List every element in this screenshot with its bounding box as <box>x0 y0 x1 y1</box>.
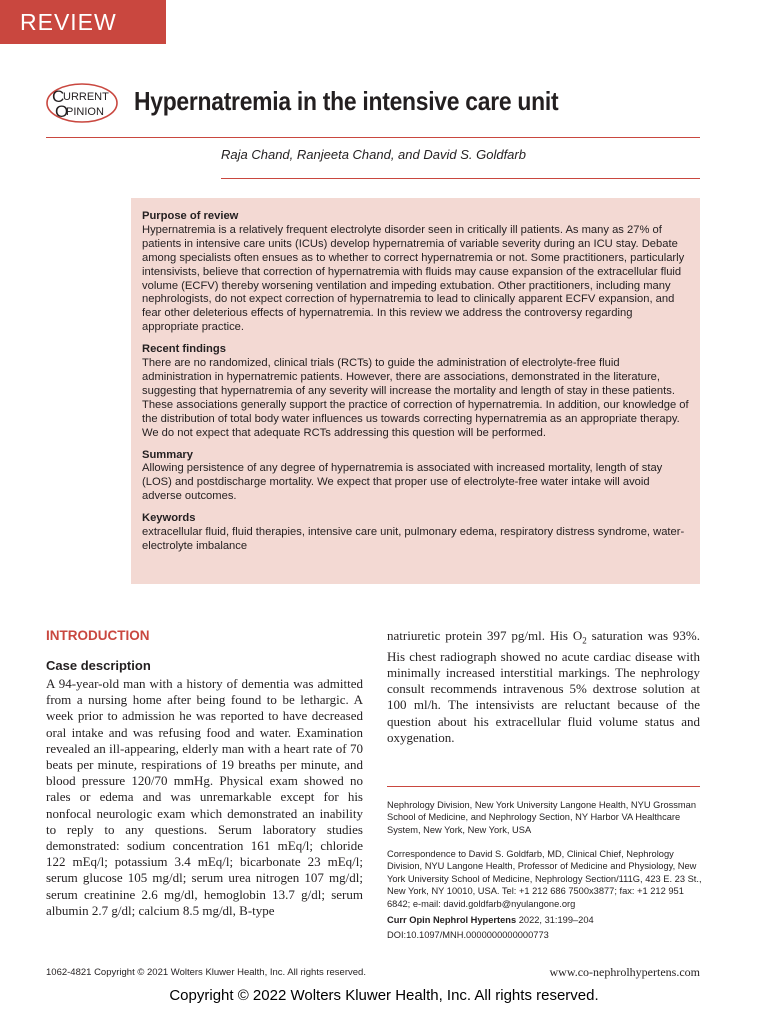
keywords-text: extracellular fluid, fluid therapies, intensive care unit, pulmonary edema, respiratory distress syndrome, water-electrolyte imbalance <box>142 526 685 552</box>
author-list: Raja Chand, Ranjeeta Chand, and David S. Goldfarb <box>221 147 526 162</box>
title-divider <box>46 137 700 138</box>
logo-line-2: PINION <box>66 106 104 118</box>
copyright-banner: Copyright © 2022 Wolters Kluwer Health, Inc. All rights reserved. <box>169 987 599 1004</box>
case-continuation-part-a: natriuretic protein 397 pg/ml. His O <box>387 628 583 643</box>
case-continuation-text <box>387 628 700 746</box>
citation-note <box>387 914 702 926</box>
citation-details: 2022, 31:199–204 <box>516 915 594 925</box>
abstract-box <box>131 198 700 584</box>
keywords-heading: Keywords <box>142 512 196 525</box>
footer-copyright-line: 1062-4821 Copyright © 2021 Wolters Kluwer Health, Inc. All rights reserved. <box>46 967 366 978</box>
findings-text: There are no randomized, clinical trials (RCTs) to guide the administration of electrolyte-free fluid administration in hypernatremic patients. However, there are associations, demonstrated in the literature, suggesting that hypernatremia of any severity will increase the mortality and length of stay in these patients. These associations generally support the practice of correction of hypernatremia. In addition, our knowledge of the distribution of total body water influences us towards correcting hypernatremia as an appropriate therapy. We do not expect that adequate RCTs addressing this question will be performed. <box>142 357 689 439</box>
case-continuation-part-b: saturation was 93%. His chest radiograph showed no acute cardiac disease with minimally increased interstitial markings. The nephrology consult recommends intravenous 5% dextrose solution at 100 ml/h. The intensivists are reluctant because of the question about his extracellular fluid volume status and oxygenation. <box>387 628 700 745</box>
purpose-heading: Purpose of review <box>142 210 239 222</box>
oxygen-subscript: 2 <box>582 635 587 646</box>
correspondence-note: Correspondence to David S. Goldfarb, MD, Clinical Chief, Nephrology Division, NYU Langone Health, Professor of Medicine and Physiology, New York University School of Medicine, Nephrology Section/111G, 423 E. 23 St., New York, NY 10010, USA. Tel: +1 212 686 7500x3877; fax: +1 212 951 6842; e-mail: david.goldfarb@nyulangone.org <box>387 849 702 909</box>
summary-text: Allowing persistence of any degree of hypernatremia is associated with increased mortality, length of stay (LOS) and postdischarge mortality. We expect that proper use of electrolyte-free water intake will avoid adverse outcomes. <box>142 462 663 503</box>
journal-website-link[interactable]: www.co-nephrolhypertens.com <box>549 965 700 979</box>
current-opinion-logo <box>46 83 118 123</box>
findings-heading: Recent findings <box>142 343 226 356</box>
review-label: REVIEW <box>20 8 117 35</box>
case-description-text: A 94-year-old man with a history of dementia was admitted from a nursing home after being found to be lethargic. A week prior to admission he was reported to have decreased oral intake and was refusing food and water. Examination revealed an ill-appearing, elderly man with a heart rate of 70 beats per minute, respirations of 19 breaths per minute, and blood pressure 120/70 mmHg. Physical exam showed no rales or edema and was unremarkable except for his nonfocal neurologic exam which demonstrated an inability to reply to any questions. Serum laboratory studies demonstrated: sodium concentration 161 mEq/l; chloride 122 mEq/l; potassium 3.4 mEq/l; bicarbonate 23 mEq/l; serum glucose 105 mg/dl; serum urea nitrogen 107 mg/dl; serum creatinine 2.6 mg/dl, hemoglobin 13.7 g/dl; serum albumin 2.7 g/dl; calcium 8.5 mg/dl, B-type <box>46 676 363 918</box>
author-divider <box>221 178 700 179</box>
summary-heading: Summary <box>142 448 193 461</box>
footnote-divider <box>387 786 700 787</box>
review-tab <box>0 0 166 44</box>
journal-name: Curr Opin Nephrol Hypertens <box>387 915 517 925</box>
introduction-heading: INTRODUCTION <box>46 628 150 643</box>
logo-line-1: URRENT <box>63 91 109 103</box>
logo-letter-o: O <box>55 102 69 121</box>
doi-note: DOI:10.1097/MNH.0000000000000773 <box>387 930 549 940</box>
purpose-text: Hypernatremia is a relatively frequent electrolyte disorder seen in critically ill patients. As many as 27% of patients in intensive care units (ICUs) develop hypernatremia of variable severity during an ICU stay. Debate among specialists often ensues as to whether to correct hypernatremia or not. Some practitioners, particularly intensivists, believe that correction of hypernatremia with fluids may cause expansion of the extracellular fluid volume (ECFV) thereby worsening ventilation and impeding extubation. Other practitioners, including many nephrologists, do not expect correction of hypernatremia to lead to clinically apparent ECFV expansion, and fear other deleterious effects of hypernatremia. In this review we address the controversy regarding appropriate practice. <box>142 223 685 334</box>
logo-letter-c: C <box>52 87 65 106</box>
article-title: Hypernatremia in the intensive care unit <box>134 86 559 116</box>
affiliation-note: Nephrology Division, New York University Langone Health, NYU Grossman School of Medicine, and Nephrology Section, NY Harbor VA Healthcare System, New York, New York, USA <box>387 800 697 835</box>
case-description-heading: Case description <box>46 658 151 673</box>
